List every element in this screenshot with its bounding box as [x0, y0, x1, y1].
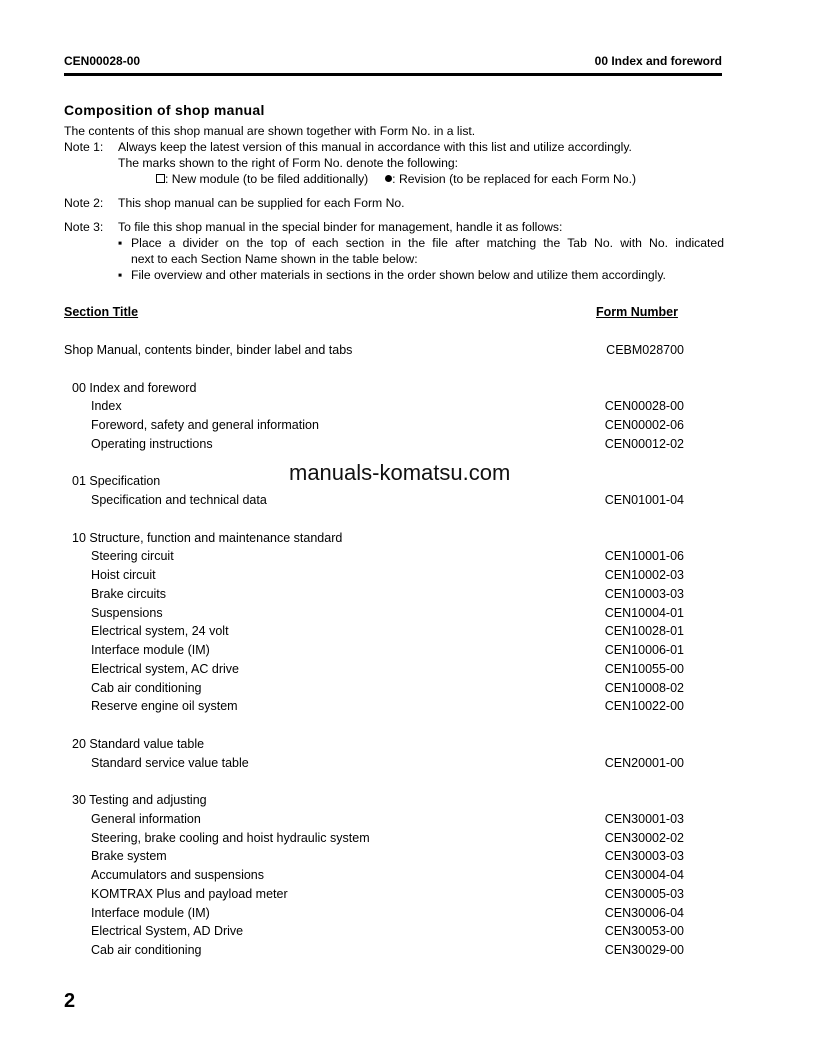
note1-label: Note 1:: [64, 140, 104, 154]
row-form-number: CEN30029-00: [604, 943, 684, 957]
row-form-number: CEN10006-01: [604, 643, 684, 657]
table-row: [64, 679, 684, 698]
section-heading-row: [64, 529, 684, 548]
row-form-number: CEN30002-02: [604, 830, 684, 845]
row-form-number: CEN10004-01: [604, 605, 684, 620]
row-form-number: CEN30053-00: [604, 924, 684, 939]
marks-legend: [156, 171, 636, 187]
bullet-icon: ▪: [118, 268, 123, 282]
table-row: [64, 566, 684, 585]
note1-text-2: The marks shown to the right of Form No. denote the following:: [118, 156, 459, 170]
section-heading-row: [64, 791, 684, 810]
row-form-number: CEN10008-02: [604, 680, 684, 695]
table-row: [64, 622, 684, 641]
row-title: Interface module (IM): [91, 905, 210, 920]
table-row: [64, 866, 684, 885]
row-title: Operating instructions: [91, 436, 213, 451]
header-form-number: CEN00028-00: [64, 54, 141, 68]
row-title: KOMTRAX Plus and payload meter: [91, 886, 288, 901]
page-number: 2: [64, 990, 76, 1012]
intro-text: The contents of this shop manual are shown together with Form No. in a list.: [64, 124, 476, 138]
table-row: [64, 341, 684, 360]
row-title: Steering, brake cooling and hoist hydraulic system: [91, 830, 370, 845]
watermark: manuals-komatsu.com: [289, 460, 511, 485]
row-form-number: CEN30001-03: [604, 811, 684, 826]
row-form-number: CEBM028700: [606, 343, 684, 357]
column-header-form-number: Form Number: [596, 305, 678, 319]
row-form-number: CEN30006-04: [604, 905, 684, 920]
table-row: [64, 435, 684, 454]
table-row: [64, 829, 684, 848]
row-form-number: CEN30004-04: [604, 868, 684, 882]
row-title: Suspensions: [91, 605, 163, 620]
table-row: [64, 941, 684, 960]
row-title: Standard service value table: [91, 755, 249, 770]
table-row: [64, 810, 684, 829]
row-form-number: CEN30003-03: [604, 849, 684, 864]
row-title: Index: [91, 399, 122, 414]
table-row: [64, 491, 684, 510]
row-form-number: CEN10002-03: [604, 568, 684, 582]
table-row: [64, 585, 684, 604]
row-form-number: CEN20001-00: [604, 755, 684, 770]
table-row: [64, 697, 684, 716]
note2-text: This shop manual can be supplied for each Form No.: [118, 196, 405, 210]
row-title: Electrical system, 24 volt: [91, 624, 229, 639]
page-title: Composition of shop manual: [64, 102, 265, 118]
row-form-number: CEN10028-01: [604, 624, 684, 639]
table-row: [64, 922, 684, 941]
intro-notes: [64, 123, 724, 283]
row-title: Hoist circuit: [91, 568, 156, 582]
header-section-title: 00 Index and foreword: [594, 54, 722, 68]
row-title: Reserve engine oil system: [91, 699, 238, 714]
row-title: Accumulators and suspensions: [91, 868, 265, 882]
table-row: [64, 604, 684, 623]
bullet1-text-2: next to each Section Name shown in the table below:: [131, 252, 418, 266]
table-row: [64, 754, 684, 773]
note2-label: Note 2:: [64, 196, 104, 210]
note3-text: To file this shop manual in the special binder for management, handle it as follows:: [118, 220, 563, 234]
table-row: [64, 885, 684, 904]
row-spacer: [64, 772, 684, 791]
row-title: Steering circuit: [91, 549, 174, 564]
section-heading-row: [64, 379, 684, 398]
mark-revision-label: : Revision (to be replaced for each Form No.): [392, 172, 637, 186]
new-module-square-icon: [156, 174, 165, 183]
row-title: Shop Manual, contents binder, binder label and tabs: [64, 343, 353, 357]
row-title: 20 Standard value table: [72, 736, 205, 751]
row-form-number: CEN10003-03: [604, 586, 684, 601]
section-heading-row: [64, 735, 684, 754]
table-row: [64, 416, 684, 435]
row-title: Electrical system, AC drive: [91, 661, 239, 676]
table-row: [64, 547, 684, 566]
mark-new-label: : New module (to be filed additionally): [165, 172, 369, 186]
row-form-number: CEN10022-00: [604, 699, 684, 714]
row-form-number: CEN10055-00: [604, 661, 684, 676]
row-form-number: CEN00012-02: [604, 436, 684, 451]
row-title: Specification and technical data: [91, 493, 267, 507]
row-title: General information: [91, 811, 201, 826]
row-title: Brake system: [91, 849, 167, 864]
row-form-number: CEN01001-04: [604, 493, 684, 507]
row-title: Interface module (IM): [91, 643, 210, 657]
bullet-icon: ▪: [118, 236, 123, 250]
row-form-number: CEN10001-06: [604, 549, 684, 564]
table-row: [64, 641, 684, 660]
header-divider: [64, 73, 722, 76]
table-row: [64, 660, 684, 679]
row-title: 10 Structure, function and maintenance standard: [72, 530, 343, 545]
column-header-section-title: Section Title: [64, 305, 139, 319]
table-row: [64, 847, 684, 866]
row-form-number: CEN30005-03: [604, 886, 684, 901]
row-title: Cab air conditioning: [91, 680, 202, 695]
note1-text: Always keep the latest version of this manual in accordance with this list and utilize accordingly.: [118, 140, 632, 154]
row-title: 00 Index and foreword: [72, 380, 197, 395]
row-title: Foreword, safety and general information: [91, 418, 319, 432]
row-title: 30 Testing and adjusting: [72, 793, 207, 807]
bullet2-text: File overview and other materials in sections in the order shown below and utilize them accordingly.: [131, 268, 666, 282]
note3-label: Note 3:: [64, 220, 104, 234]
row-title: 01 Specification: [72, 474, 161, 489]
row-title: Electrical System, AD Drive: [91, 924, 244, 939]
row-spacer: [64, 360, 684, 379]
table-row: [64, 397, 684, 416]
row-form-number: CEN00028-00: [604, 399, 684, 414]
contents-table: [64, 341, 684, 960]
table-row: [64, 904, 684, 923]
row-title: Cab air conditioning: [91, 943, 202, 957]
row-spacer: [64, 716, 684, 735]
row-spacer: [64, 510, 684, 529]
bullet1-text: Place a divider on the top of each section in the file after matching the Tab No. with No. indicated: [131, 236, 724, 250]
row-form-number: CEN00002-06: [604, 418, 684, 432]
row-title: Brake circuits: [91, 586, 167, 601]
